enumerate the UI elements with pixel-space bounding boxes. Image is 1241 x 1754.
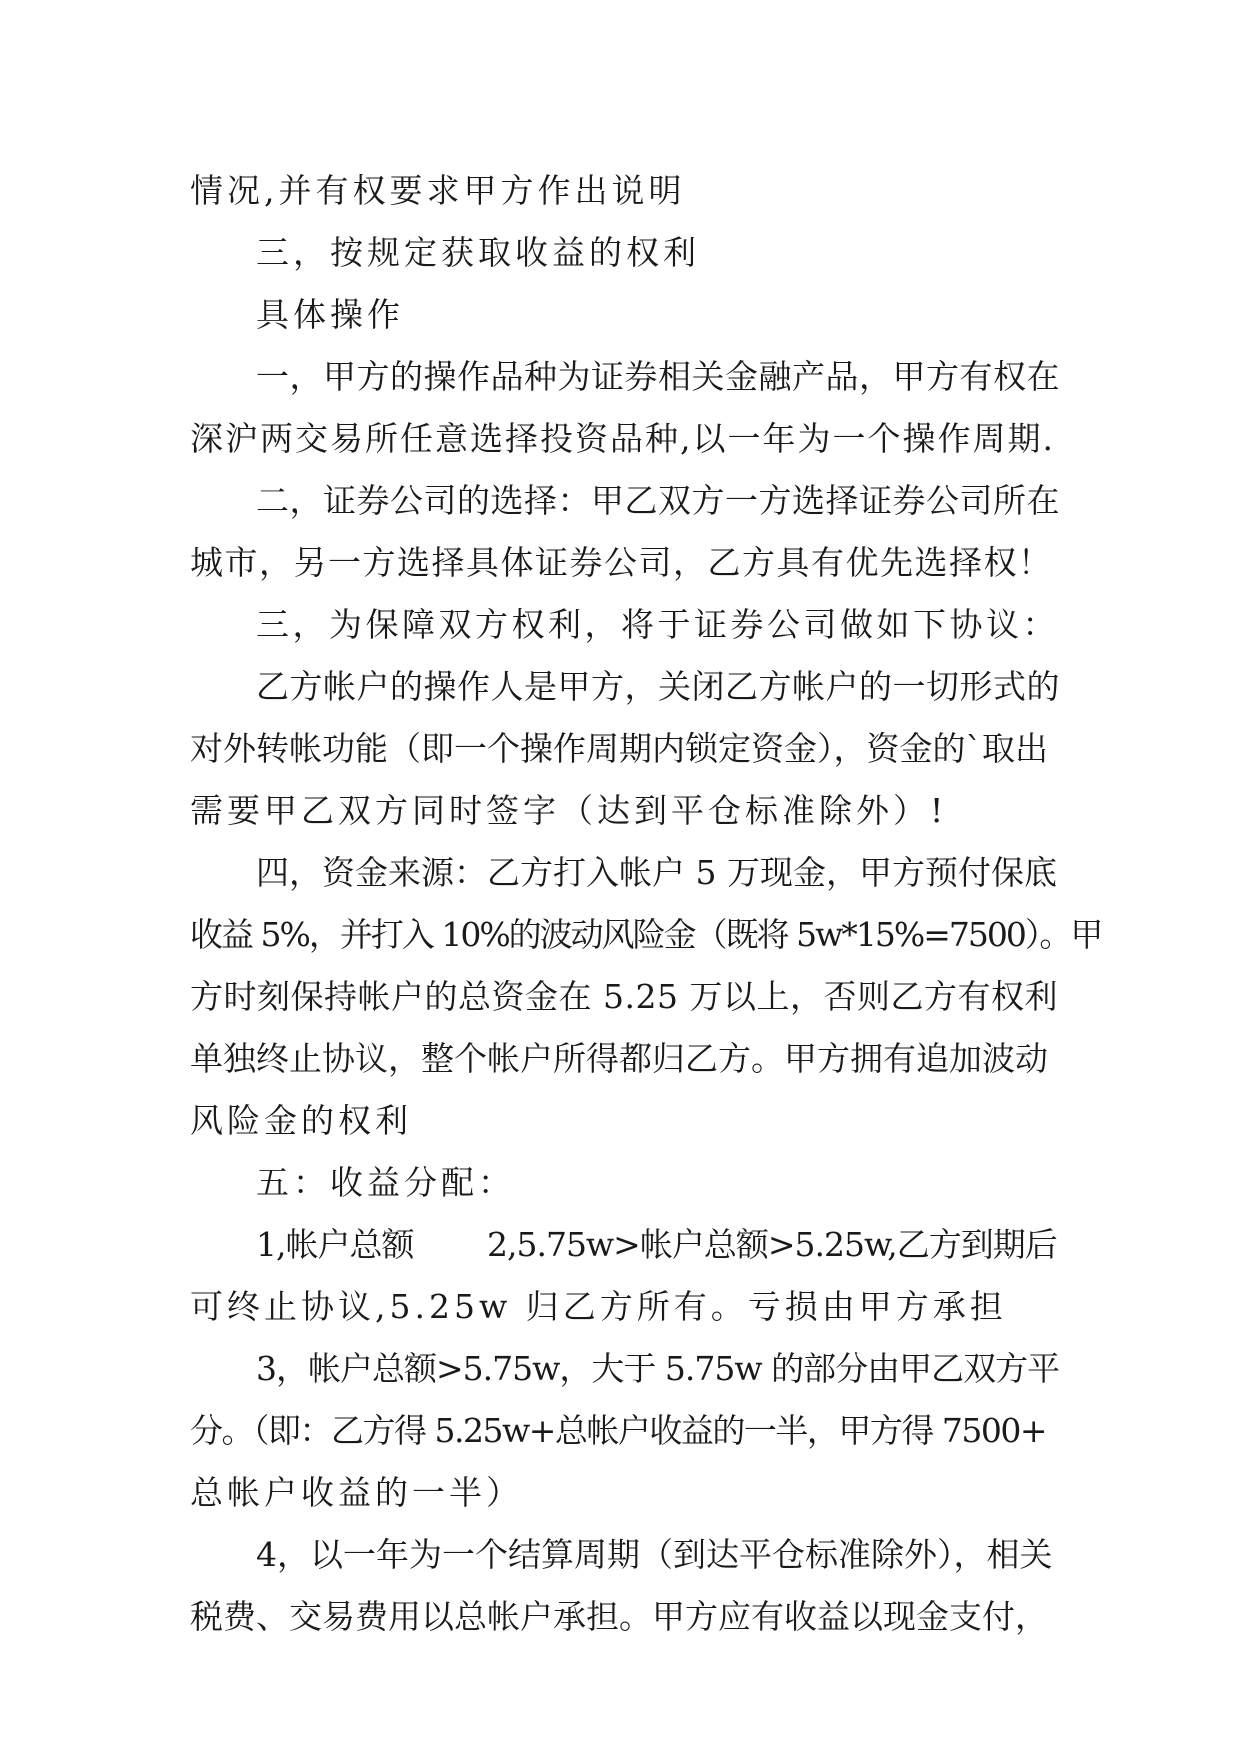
- text-line: 一，甲方的操作品种为证券相关金融产品，甲方有权在: [256, 357, 1060, 396]
- text-line: 城市，另一方选择具体证券公司，乙方具有优先选择权！: [190, 543, 1053, 582]
- document-body: [190, 160, 1102, 1648]
- text-line: 收益 5%，并打入 10%的波动风险金（既将 5w*15%=7500）。甲: [190, 915, 1102, 954]
- text-line: 情况,并有权要求甲方作出说明: [190, 171, 686, 210]
- text-line: 风险金的权利: [190, 1101, 412, 1140]
- text-line: 三，按规定获取收益的权利: [256, 233, 700, 272]
- text-line: 对外转帐功能（即一个操作周期内锁定资金），资金的`取出: [190, 729, 1048, 768]
- text-line: 税费、交易费用以总帐户承担。甲方应有收益以现金支付，: [190, 1597, 1048, 1636]
- text-line: 三，为保障双方权利，将于证券公司做如下协议：: [256, 605, 1059, 644]
- text-line: 分。（即：乙方得 5.25w+总帐户收益的一半，甲方得 7500+: [190, 1411, 1046, 1450]
- text-line: 4，以一年为一个结算周期（到达平仓标准除外），相关: [256, 1535, 1053, 1574]
- text-line: 需要甲乙双方同时签字（达到平仓标准除外）!: [190, 791, 948, 830]
- text-line: 总帐户收益的一半）: [190, 1473, 523, 1512]
- text-line: 四，资金来源：乙方打入帐户 5 万现金，甲方预付保底: [256, 853, 1057, 892]
- text-line: 1,帐户总额 2,5.75w>帐户总额>5.25w,乙方到期后: [256, 1225, 1057, 1264]
- text-line: 3，帐户总额>5.75w，大于 5.75w 的部分由甲乙双方平: [256, 1349, 1060, 1388]
- text-line: 可终止协议,5.25w 归乙方所有。亏损由甲方承担: [190, 1287, 1007, 1326]
- text-line: 二，证券公司的选择：甲乙双方一方选择证券公司所在: [256, 481, 1060, 520]
- text-line: 方时刻保持帐户的总资金在 5.25 万以上，否则乙方有权利: [190, 977, 1058, 1016]
- text-line: 五：收益分配：: [256, 1163, 515, 1202]
- text-line: 深沪两交易所任意选择投资品种,以一年为一个操作周期.: [190, 419, 1055, 458]
- text-line: 单独终止协议，整个帐户所得都归乙方。甲方拥有追加波动: [190, 1039, 1048, 1078]
- text-line: 乙方帐户的操作人是甲方，关闭乙方帐户的一切形式的: [256, 667, 1060, 706]
- text-line: 具体操作: [256, 295, 404, 334]
